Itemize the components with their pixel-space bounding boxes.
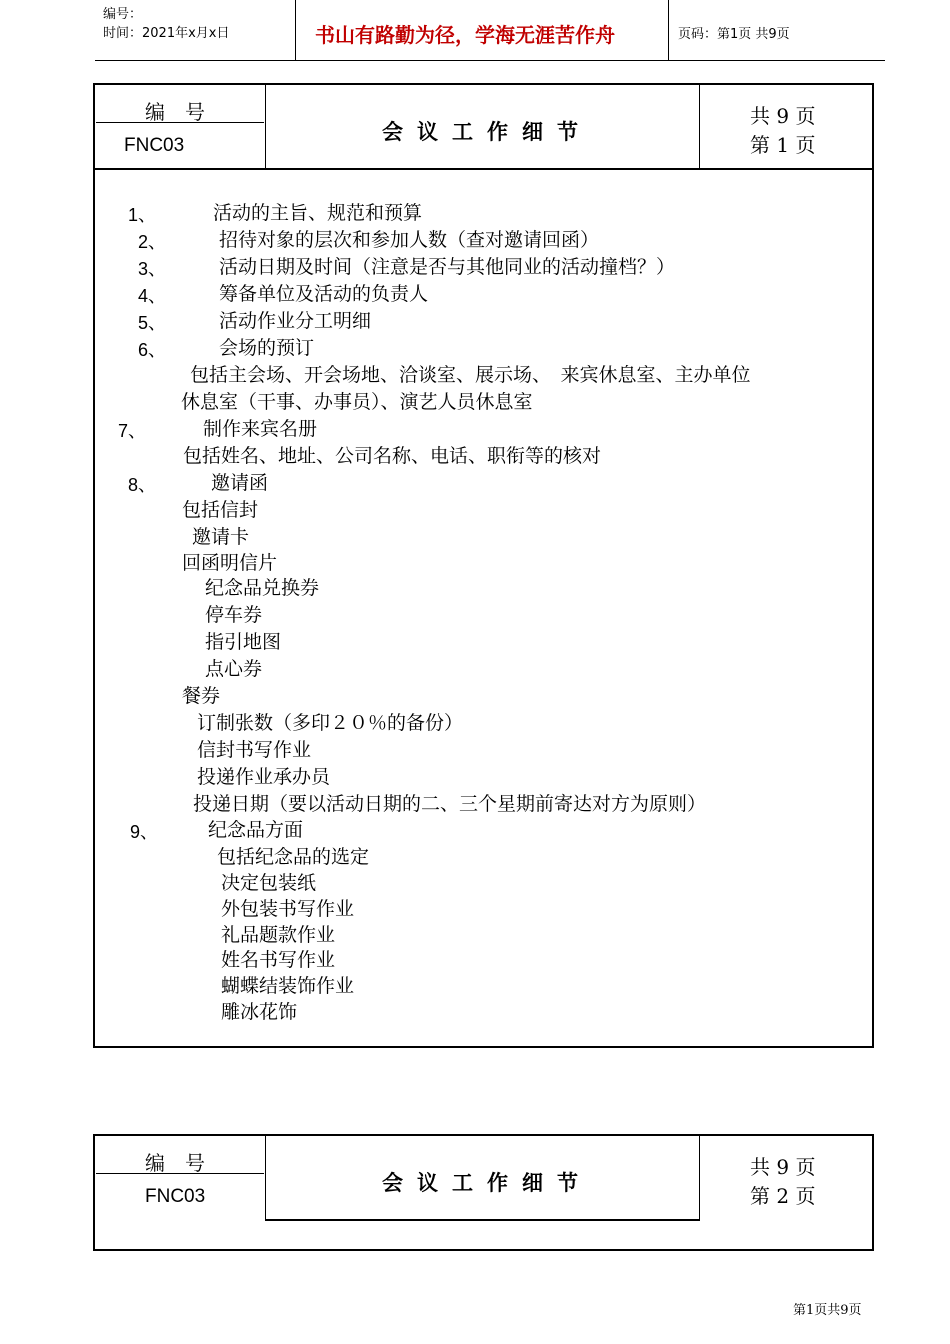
list-item-detail: 礼品题款作业 <box>221 924 336 946</box>
list-item-detail: 投递作业承办员 <box>197 766 331 788</box>
page-number: 第 2 页 <box>750 1184 816 1208</box>
list-item-detail: 休息室（干事、办事员）、演艺人员休息室 <box>181 391 533 413</box>
total-pages: 共 9 页 <box>750 1155 816 1179</box>
form-divider <box>699 84 700 170</box>
list-item: 纪念品方面 <box>208 819 304 841</box>
list-item-detail: 回函明信片 <box>182 552 278 574</box>
header-page-info: 页码：第1页 共9页 <box>678 27 790 42</box>
list-item-number: 1、 <box>128 205 157 225</box>
list-item-number: 5、 <box>138 313 167 333</box>
list-item: 会场的预订 <box>219 337 315 359</box>
list-item-detail: 订制张数（多印２０％的备份） <box>197 712 464 734</box>
total-pages: 共 9 页 <box>750 104 816 128</box>
header-rule <box>95 60 885 61</box>
list-item-detail: 姓名书写作业 <box>221 949 336 971</box>
list-item-detail: 餐券 <box>182 685 221 707</box>
list-item-detail: 点心券 <box>205 658 263 680</box>
list-item-detail: 投递日期（要以活动日期的二、三个星期前寄达对方为原则） <box>193 793 707 815</box>
form-title: 会议工作细节 <box>382 120 592 144</box>
list-item-detail: 包括纪念品的选定 <box>217 846 370 868</box>
header-divider <box>295 0 296 60</box>
form-divider <box>265 1219 700 1221</box>
list-item-number: 3、 <box>138 259 167 279</box>
form-divider <box>265 84 266 170</box>
list-item-detail: 信封书写作业 <box>197 739 312 761</box>
form-divider <box>265 1135 266 1221</box>
list-item: 招待对象的层次和参加人数（查对邀请回函） <box>219 229 600 251</box>
header-divider <box>668 0 669 60</box>
list-item-detail: 包括姓名、地址、公司名称、电话、职衔等的核对 <box>183 445 602 467</box>
code-header: 编 号 <box>145 100 205 124</box>
list-item-detail: 纪念品兑换券 <box>205 577 320 599</box>
list-item-number: 8、 <box>128 475 157 495</box>
code-header: 编 号 <box>145 1151 205 1175</box>
list-item-detail: 雕冰花饰 <box>221 1001 298 1023</box>
list-item-number: 4、 <box>138 286 167 306</box>
list-item-detail: 决定包装纸 <box>221 872 317 894</box>
list-item-detail: 包括信封 <box>182 499 259 521</box>
list-item-detail: 停车券 <box>205 604 263 626</box>
list-item-detail: 邀请卡 <box>192 526 250 548</box>
list-item: 活动的主旨、规范和预算 <box>213 202 423 224</box>
motto: 书山有路勤为径，学海无涯苦作舟 <box>315 23 615 47</box>
list-item-detail: 蝴蝶结装饰作业 <box>221 975 355 997</box>
page-number: 第 1 页 <box>750 133 816 157</box>
list-item: 制作来宾名册 <box>203 418 318 440</box>
time-label: 时间：2021年x月x日 <box>103 26 230 41</box>
list-item-detail: 指引地图 <box>205 631 282 653</box>
list-item: 邀请函 <box>211 472 269 494</box>
code-label: 编号： <box>103 7 143 22</box>
list-item: 活动作业分工明细 <box>219 310 372 332</box>
list-item-number: 9、 <box>130 822 159 842</box>
form-divider <box>95 168 872 170</box>
list-item-number: 2、 <box>138 232 167 252</box>
code-value: FNC03 <box>145 1186 206 1207</box>
list-item-detail: 包括主会场、开会场地、洽谈室、展示场、 来宾休息室、主办单位 <box>190 364 751 386</box>
footer-page-info: 第1页共9页 <box>793 1303 862 1318</box>
list-item-number: 6、 <box>138 340 167 360</box>
form-title: 会议工作细节 <box>382 1171 592 1195</box>
code-value: FNC03 <box>124 135 185 156</box>
list-item: 活动日期及时间（注意是否与其他同业的活动撞档？） <box>219 256 676 278</box>
list-item: 筹备单位及活动的负责人 <box>219 283 429 305</box>
list-item-detail: 外包装书写作业 <box>221 898 355 920</box>
list-item-number: 7、 <box>118 421 147 441</box>
form-divider <box>699 1135 700 1221</box>
